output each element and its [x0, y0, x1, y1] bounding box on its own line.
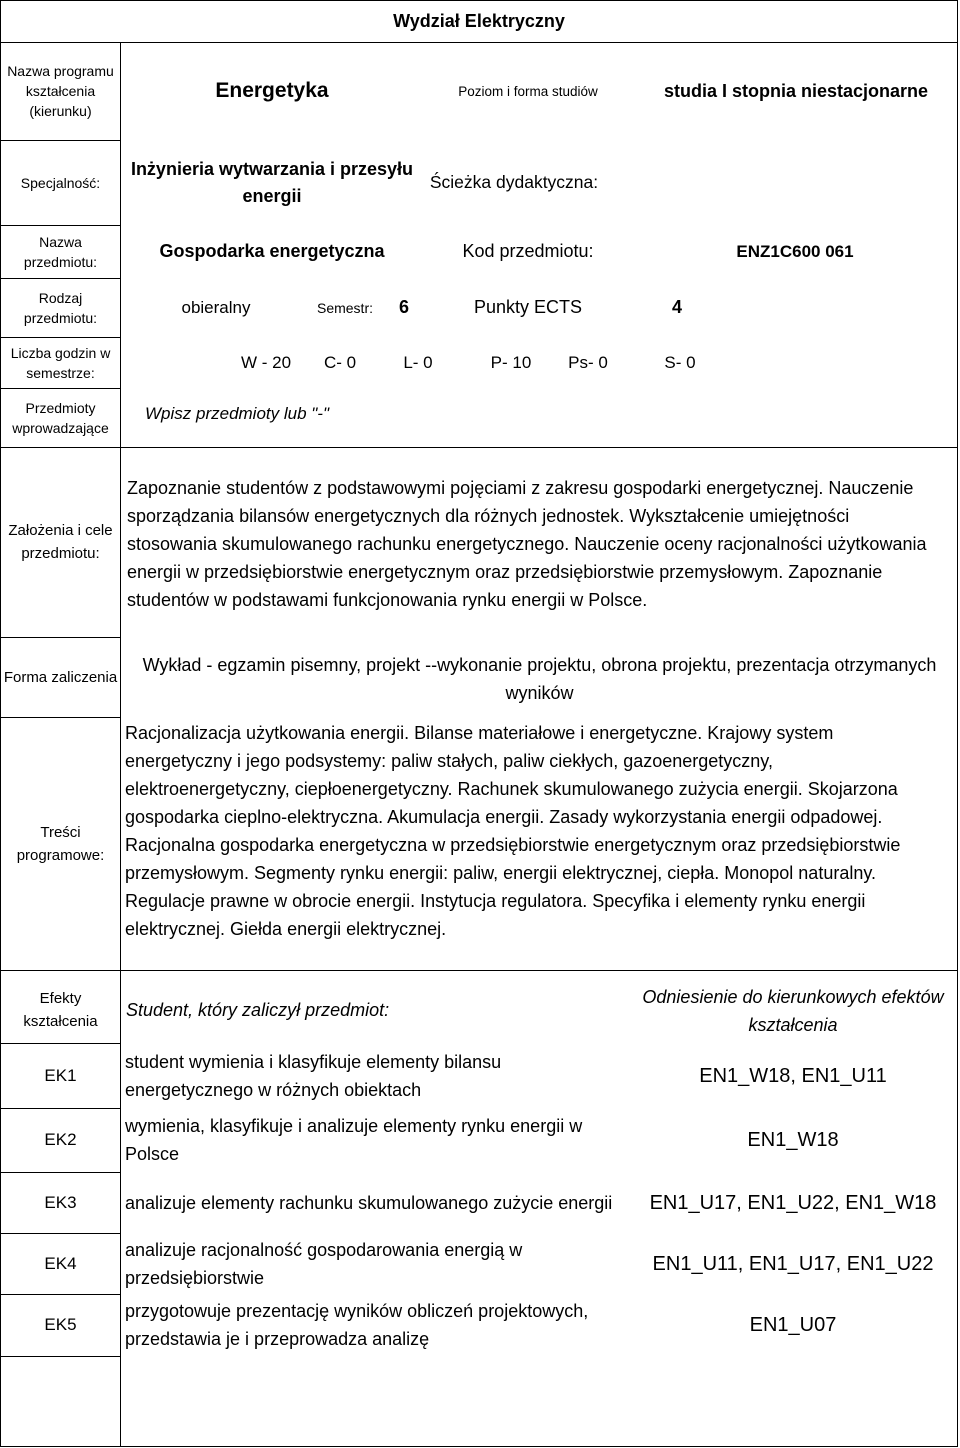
- label-line: Nazwa programu: [7, 63, 114, 79]
- label-line: Rodzaj: [38, 289, 83, 306]
- outcome-id: EK2: [44, 1130, 77, 1149]
- course-code-label: Kod przedmiotu:: [462, 241, 594, 261]
- text-line: elektroenergetyczny, ciepłoenergetyczny. Rachunek skumulowanego zużycia energii. Skojarzona: [125, 779, 898, 799]
- text-line: przedsiębiorstwie: [125, 1267, 265, 1288]
- course-code-value: ENZ1C600 061: [736, 241, 854, 261]
- label-line: kształcenia: [25, 83, 96, 99]
- content-label: [0, 717, 121, 970]
- outcome-id: EK1: [44, 1065, 77, 1085]
- semester-value: 6: [398, 297, 409, 317]
- prerequisites-value: Wpisz przedmioty lub "-": [145, 404, 330, 423]
- text-line: energetyczny i jego podsystemy: paliw stałych, paliw ciekłych, gazoenergetyczny,: [125, 751, 773, 771]
- outcome-description: [125, 1043, 633, 1108]
- text-line: wymienia, klasyfikuje i analizuje elementy rynku energii w: [125, 1116, 583, 1136]
- text-line: analizuje racjonalność gospodarowania energią w: [125, 1239, 523, 1260]
- text-line: Regulacje prawne w obrocie energii. Instytucja regulatora. Specyfika i elementy rynku energii: [125, 891, 866, 911]
- text-line: studentów w podstawami funkcjonowania rynku energii w Polsce.: [127, 590, 648, 610]
- outcome-id: EK3: [44, 1192, 77, 1212]
- assessment-text: [121, 651, 958, 707]
- course-type-value: obieralny: [181, 297, 251, 317]
- text-line: sporządzania bilansów energetycznych dla różnych jednostek. Wykształcenie umiejętności: [127, 506, 850, 526]
- specialization-value: [121, 140, 423, 225]
- text-line: Wykład - egzamin pisemny, projekt --wykonanie projektu, obrona projektu, prezentacja otrzymanych: [142, 655, 937, 675]
- outcome-description: [125, 1233, 633, 1294]
- program-name-label: [0, 42, 121, 140]
- row-divider: [0, 1356, 121, 1357]
- label-line: Przedmioty: [25, 399, 96, 416]
- hours-seminar: S- 0: [664, 352, 696, 372]
- text-line: przygotowuje prezentację wyników obliczeń projektowych,: [125, 1301, 589, 1321]
- label-line: semestrze:: [26, 364, 95, 381]
- label-line: Treści: [40, 823, 81, 841]
- didactic-path-label: Ścieżka dydaktyczna:: [429, 172, 599, 192]
- program-name-value: Energetyka: [215, 79, 329, 102]
- label-line: Założenia i cele: [8, 522, 113, 539]
- label-line: wprowadzające: [12, 419, 109, 436]
- assessment-label: [0, 637, 121, 717]
- hours-project: P- 10: [490, 352, 532, 372]
- course-name-label: [0, 225, 121, 278]
- label-line: programowe:: [16, 846, 105, 864]
- outcome-reference: EN1_U17, EN1_U22, EN1_W18: [649, 1191, 937, 1214]
- text-line: energii w przedsiębiorstwie energetycznym oraz przedsiębiorstwie przemysłowym. Zapoznanie: [127, 562, 883, 582]
- label-line: kształcenia: [23, 1013, 98, 1030]
- text-line: przedstawia je i przeprowadza analizę: [125, 1329, 430, 1349]
- label-line: Specjalność:: [20, 174, 101, 191]
- outcome-id: EK4: [44, 1253, 77, 1273]
- text-line: Racjonalizacja użytkowania energii. Bilanse materiałowe i energetyczne. Krajowy system: [125, 723, 834, 743]
- outcome-reference: EN1_W18: [747, 1129, 839, 1151]
- text-line: przemysłowym. Segmenty rynku energii: paliw, energii elektrycznej, ciepła. Monopol naturalny.: [125, 863, 877, 883]
- outcome-id: EK5: [44, 1315, 77, 1334]
- text-line: student wymienia i klasyfikuje elementy bilansu: [125, 1051, 502, 1072]
- outcomes-label: [0, 970, 121, 1050]
- specialization-label: [0, 140, 121, 225]
- outcome-reference: EN1_U07: [749, 1314, 837, 1336]
- label-line: Efekty: [39, 990, 82, 1007]
- outcome-description: [125, 1294, 633, 1356]
- value-line: energii: [242, 185, 302, 206]
- hours-exercises: C- 0: [323, 352, 357, 372]
- label-line: przedmiotu:: [23, 309, 98, 326]
- outcome-description: [125, 1108, 633, 1172]
- hours-laboratory: L- 0: [403, 352, 433, 372]
- semester-label: Semestr:: [316, 299, 373, 316]
- text-line: Racjonalna gospodarka energetyczna w przedsiębiorstwie energetycznym oraz przedsiębiorstwie: [125, 835, 901, 855]
- outcomes-reference-header: [634, 970, 952, 1052]
- text-line: gospodarka cieplno-elektryczna. Akumulacja energii. Zasady wykorzystania energii odpadowej.: [125, 807, 883, 827]
- ects-label: Punkty ECTS: [473, 297, 583, 317]
- study-level-value: studia I stopnia niestacjonarne: [663, 80, 929, 101]
- outcomes-student-header: Student, który zaliczył przedmiot:: [126, 999, 390, 1020]
- text-line: energetycznego w różnych obiektach: [125, 1079, 422, 1100]
- objectives-label: [0, 447, 121, 637]
- text-line: Polsce: [125, 1144, 180, 1164]
- objectives-text: [127, 474, 926, 614]
- text-line: wyników: [505, 683, 574, 703]
- label-line: Nazwa: [39, 233, 82, 250]
- text-line: elektrycznej. Giełda energii elektrycznej.: [125, 919, 447, 939]
- course-type-label: [0, 278, 121, 337]
- study-level-label: Poziom i forma studiów: [458, 83, 598, 99]
- outcome-description: [125, 1172, 633, 1233]
- text-line: stosowania skumulowanego rachunku energetycznego. Nauczenie oceny racjonalności użytkowania: [127, 534, 927, 554]
- hours-practice: Ps- 0: [568, 352, 608, 372]
- text-line: Zapoznanie studentów z podstawowymi pojęciami z zakresu gospodarki energetycznej. Nauczenie: [127, 478, 914, 498]
- content-text: [125, 719, 900, 943]
- hours-label: [0, 337, 121, 388]
- row-divider: [0, 447, 958, 448]
- label-line: przedmiotu:: [23, 253, 98, 270]
- label-line: Liczba godzin w: [10, 344, 111, 361]
- value-line: Inżynieria wytwarzania i przesyłu: [130, 158, 414, 179]
- header-line: Odniesienie do kierunkowych efektów: [642, 987, 944, 1007]
- outcome-reference: EN1_U11, EN1_U17, EN1_U22: [652, 1252, 934, 1275]
- outcome-reference: EN1_W18, EN1_U11: [699, 1064, 887, 1087]
- hours-lecture: W - 20: [240, 352, 292, 372]
- label-line: Forma zaliczenia: [3, 668, 118, 686]
- label-line: przedmiotu:: [21, 545, 100, 562]
- faculty-title: Wydział Elektryczny: [393, 10, 565, 31]
- prerequisites-label: [0, 388, 121, 447]
- ects-value: 4: [671, 297, 682, 317]
- label-line: (kierunku): [29, 103, 92, 119]
- course-name-value: Gospodarka energetyczna: [159, 241, 385, 261]
- header-line: kształcenia: [748, 1015, 838, 1035]
- text-line: analizuje elementy rachunku skumulowanego zużycie energii: [125, 1192, 613, 1213]
